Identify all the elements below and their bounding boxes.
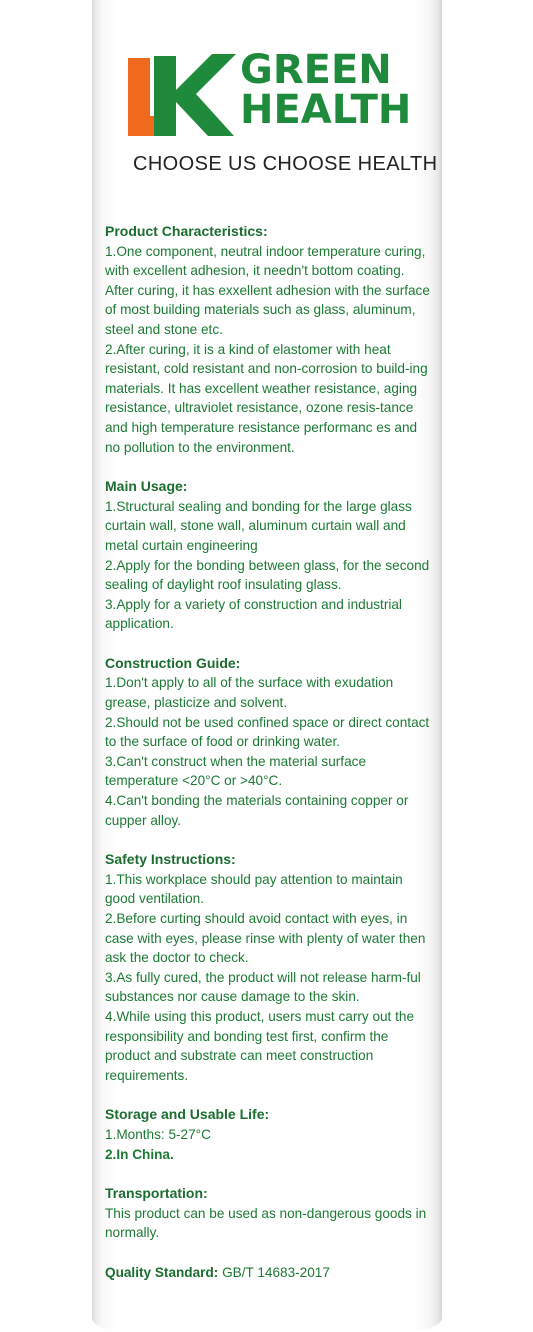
paragraph: 1.Months: 5-27°C [105, 1126, 211, 1142]
logo-k-shape [154, 54, 236, 136]
paragraph: 3.Apply for a variety of construction and industrial application. [105, 596, 402, 632]
tagline: CHOOSE US CHOOSE HEALTH [133, 153, 438, 175]
section-safety-instructions [105, 850, 435, 1085]
label-content [105, 222, 435, 1303]
section-title: Product Characteristics: [105, 223, 268, 239]
section-quality-standard [105, 1263, 435, 1283]
section-transportation [105, 1184, 435, 1243]
paragraph: 2.Before curting should avoid contact with eyes, in case with eyes, please rinse with plenty of water then ask the doctor to check. [105, 911, 426, 966]
quality-standard-value: GB/T 14683-2017 [218, 1264, 330, 1280]
section-title: Construction Guide: [105, 654, 241, 671]
section-storage [105, 1105, 435, 1164]
paragraph: 1.One component, neutral indoor temperature curing, with excellent adhesion, it needn't bottom coating. After curing, it has exxellent adhesion with the surface of most building materials such as glass, aluminum, steel and stone etc. [105, 243, 430, 337]
paragraph: 2.Apply for the bonding between glass, for the second sealing of daylight roof insulating glass. [105, 557, 430, 593]
section-product-characteristics [105, 222, 435, 457]
paragraph: 4.While using this product, users must carry out the responsibility and bonding test first, confirm the product and substrate can meet construction requirements. [105, 1008, 415, 1083]
paragraph: 2.In China. [105, 1146, 174, 1162]
paragraph: 3.As fully cured, the product will not release harm-ful substances nor cause damage to the skin. [105, 969, 421, 1005]
section-main-usage [105, 477, 435, 634]
section-title: Storage and Usable Life: [105, 1106, 270, 1123]
paragraph: 3.Can't construct when the material surface temperature <20°C or >40°C. [105, 753, 367, 789]
section-construction-guide [105, 654, 435, 830]
brand-line-health: HEALTH [240, 87, 412, 133]
paragraph: 1.Structural sealing and bonding for the large glass curtain wall, stone wall, aluminum curtain wall and metal curtain engineering [105, 498, 412, 553]
paragraph: This product can be used as non-dangerous goods in normally. [105, 1205, 427, 1241]
paragraph: 1.This workplace should pay attention to maintain good ventilation. [105, 871, 403, 907]
paragraph: 1.Don't apply to all of the surface with exudation grease, plasticize and solvent. [105, 675, 394, 711]
section-title: Transportation: [105, 1185, 208, 1202]
brand-name [240, 47, 412, 133]
brand-line-green: GREEN [240, 47, 392, 93]
quality-standard-label: Quality Standard: [105, 1264, 219, 1280]
section-title: Safety Instructions: [105, 851, 236, 868]
section-title: Main Usage: [105, 478, 188, 495]
paragraph: 2.Should not be used confined space or direct contact to the surface of food or drinking water. [105, 714, 430, 750]
paragraph: 2.After curing, it is a kind of elastomer with heat resistant, cold resistant and non-corrosion to build-ing materials. It has excellent weather resistance, aging resistance, ultraviolet resistance, ozone resis-tance and high temperature resistance performanc es and no pollution to the environment. [105, 341, 428, 455]
paragraph: 4.Can't bonding the materials containing copper or cupper alloy. [105, 793, 409, 828]
quality-standard-line [105, 1263, 435, 1283]
